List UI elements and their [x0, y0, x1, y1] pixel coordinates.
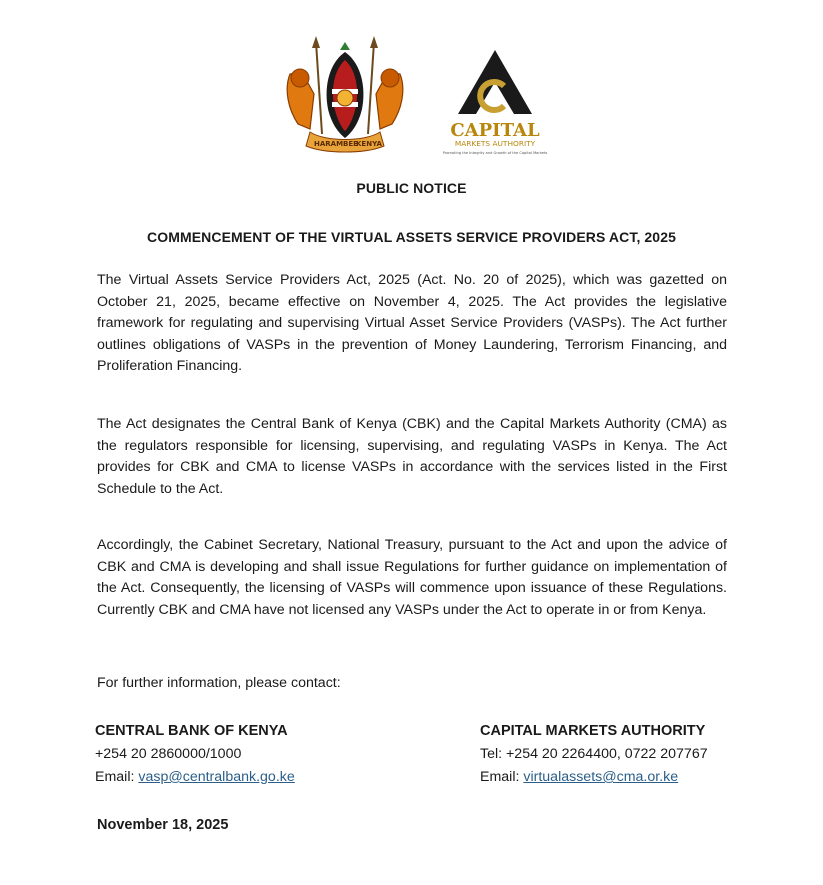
- paragraph-2: The Act designates the Central Bank of Kenya (CBK) and the Capital Markets Authority (CMA) as the regulators responsible for licensing, supervising, and regulating VASPs in Kenya. The Act provides for CBK and CMA to license VASPs in accordance with the services listed in the First Schedule to the Act.: [97, 416, 727, 497]
- notice-date: November 18, 2025: [97, 817, 229, 833]
- paragraph-3: Accordingly, the Cabinet Secretary, National Treasury, pursuant to the Act and upon the advice of CBK and CMA is developing and shall issue Regulations for further guidance on implementation of the Act. Consequently, the licensing of VASPs will commence upon issuance of these Regulations. Currently CBK and CMA have not licensed any VASPs under the Act to operate in or from Kenya.: [97, 537, 727, 618]
- cma-tagline: Promoting the Integrity and Growth of the Capital Markets: [442, 151, 548, 155]
- cbk-email-row: [95, 766, 295, 789]
- cbk-org-name: CENTRAL BANK OF KENYA: [95, 723, 288, 739]
- cma-phone: Tel: +254 20 2264400, 0722 207767: [480, 746, 708, 762]
- coat-of-arms-icon: [280, 34, 410, 159]
- notice-subtitle: COMMENCEMENT OF THE VIRTUAL ASSETS SERVICE PROVIDERS ACT, 2025: [147, 229, 676, 245]
- notice-title: PUBLIC NOTICE: [356, 180, 467, 196]
- contact-intro: For further information, please contact:: [97, 675, 341, 691]
- cma-subname: MARKETS AUTHORITY: [454, 139, 536, 148]
- logo-banner: [0, 34, 823, 164]
- cbk-phone: +254 20 2860000/1000: [95, 746, 242, 762]
- paragraph-1: The Virtual Assets Service Providers Act, 2025 (Act. No. 20 of 2025), which was gazetted on October 21, 2025, became effective on November 4, 2025. The Act provides the legislative framework for regulating and supervising Virtual Asset Service Providers (VASPs). The Act further outlines obligations of VASPs in the prevention of Money Laundering, Terrorism Financing, and Proliferation Financing.: [97, 272, 727, 374]
- cbk-contact: [95, 720, 295, 789]
- cma-email-row: [480, 766, 708, 789]
- cma-logo-icon: [430, 42, 560, 162]
- cma-email-label: Email:: [480, 769, 520, 785]
- cbk-email-link[interactable]: vasp@centralbank.go.ke: [138, 769, 295, 785]
- cma-org-name: CAPITAL MARKETS AUTHORITY: [480, 723, 706, 739]
- cbk-email-label: Email:: [95, 769, 135, 785]
- cma-email-link[interactable]: virtualassets@cma.or.ke: [523, 769, 679, 785]
- cma-contact: [480, 720, 708, 789]
- motto-left: HARAMBEE: [314, 140, 358, 148]
- motto-right: KENYA: [356, 140, 382, 148]
- cma-name: CAPITAL: [450, 120, 540, 141]
